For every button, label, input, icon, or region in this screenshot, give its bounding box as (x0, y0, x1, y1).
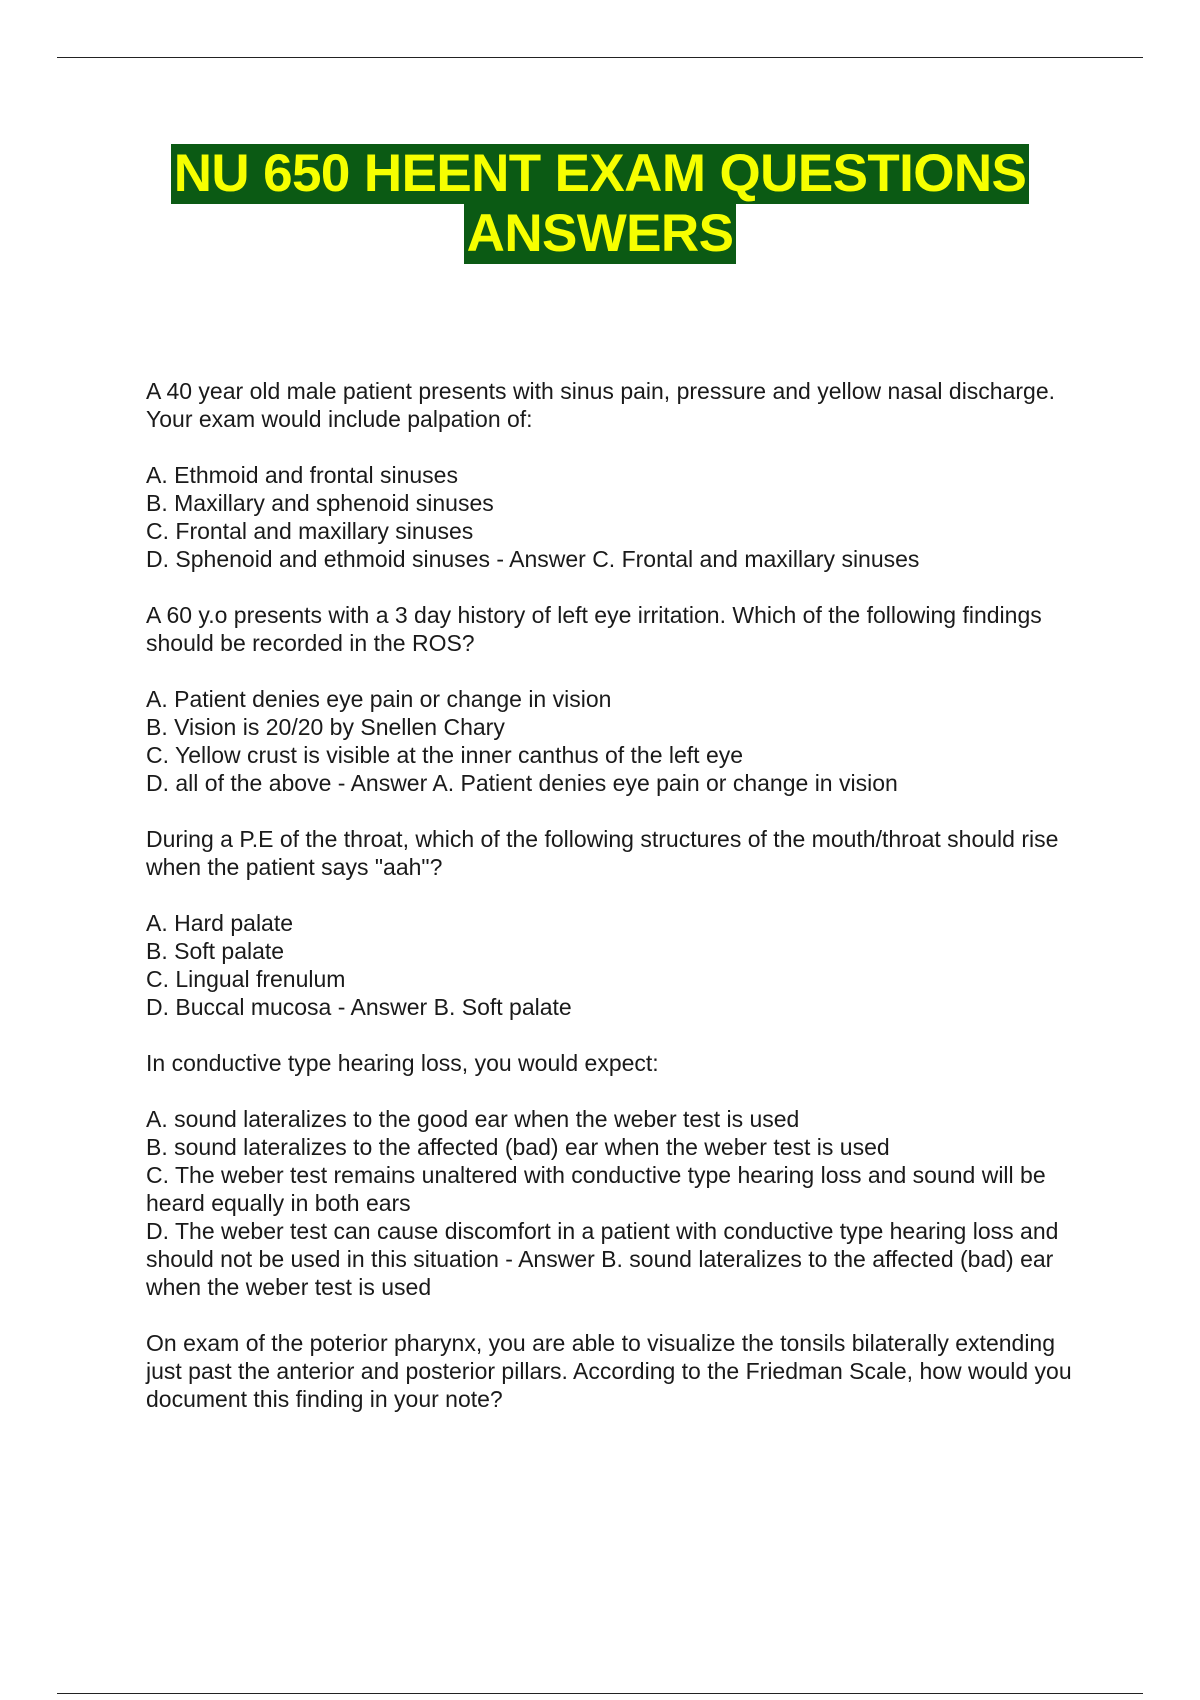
title-line-2: ANSWERS (464, 204, 737, 264)
option-c: C. The weber test remains unaltered with conductive type hearing loss and sound will be heard equally in both ears (146, 1162, 1046, 1216)
option-b: B. Vision is 20/20 by Snellen Chary (146, 714, 505, 740)
option-b: B. Soft palate (146, 938, 285, 964)
option-list (146, 909, 1076, 1021)
option-list (146, 1105, 1076, 1301)
header-rule (57, 57, 1143, 58)
option-a: A. sound lateralizes to the good ear when the weber test is used (146, 1106, 800, 1132)
option-list (146, 461, 1076, 573)
option-b: B. sound lateralizes to the affected (bad) ear when the weber test is used (146, 1134, 890, 1160)
document-title (0, 144, 1200, 264)
question-block-5 (146, 1329, 1076, 1413)
question-text: On exam of the poterior pharynx, you are able to visualize the tonsils bilaterally extending just past the anterior and posterior pillars. According to the Friedman Scale, how would you document this finding in your note? (146, 1330, 1072, 1412)
option-d-with-answer: D. all of the above - Answer A. Patient denies eye pain or change in vision (146, 770, 898, 796)
option-b: B. Maxillary and sphenoid sinuses (146, 490, 494, 516)
option-c: C. Frontal and maxillary sinuses (146, 518, 474, 544)
option-d-with-answer: D. Buccal mucosa - Answer B. Soft palate (146, 994, 572, 1020)
question-text: In conductive type hearing loss, you would expect: (146, 1050, 659, 1076)
option-a: A. Hard palate (146, 910, 294, 936)
question-text: A 40 year old male patient presents with sinus pain, pressure and yellow nasal discharge. Your exam would include palpation of: (146, 378, 1056, 432)
option-list (146, 685, 1076, 797)
questions-body (146, 377, 1076, 1441)
option-d-with-answer: D. The weber test can cause discomfort in a patient with conductive type hearing loss and should not be used in this situation - Answer B. sound lateralizes to the affected (bad) ear when the weber test is used (146, 1218, 1059, 1300)
question-block-2 (146, 601, 1076, 797)
footer-rule (57, 1693, 1143, 1694)
option-d-with-answer: D. Sphenoid and ethmoid sinuses - Answer C. Frontal and maxillary sinuses (146, 546, 920, 572)
question-text: During a P.E of the throat, which of the following structures of the mouth/throat should rise when the patient says "aah"? (146, 826, 1059, 880)
question-block-3 (146, 825, 1076, 1021)
title-line-1: NU 650 HEENT EXAM QUESTIONS (171, 144, 1030, 204)
option-a: A. Patient denies eye pain or change in vision (146, 686, 612, 712)
question-text: A 60 y.o presents with a 3 day history of left eye irritation. Which of the following findings should be recorded in the ROS? (146, 602, 1042, 656)
question-block-4 (146, 1049, 1076, 1301)
option-a: A. Ethmoid and frontal sinuses (146, 462, 458, 488)
question-block-1 (146, 377, 1076, 573)
option-c: C. Lingual frenulum (146, 966, 346, 992)
option-c: C. Yellow crust is visible at the inner canthus of the left eye (146, 742, 744, 768)
